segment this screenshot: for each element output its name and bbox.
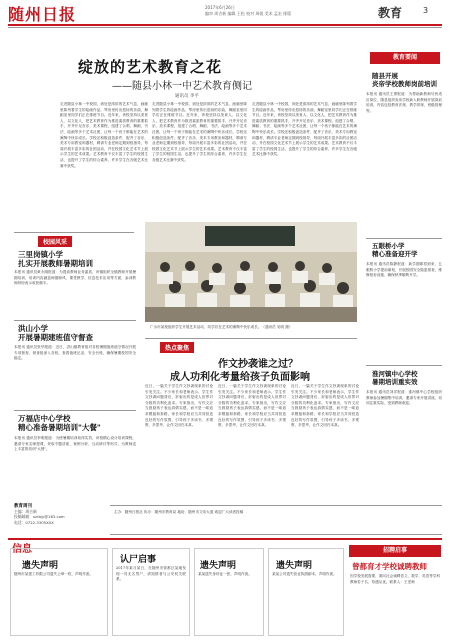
classroom-photo-image	[145, 222, 357, 322]
right-rule-2	[366, 365, 442, 366]
left-story2-title: 洪山小学 开展暑期建班值守督查	[18, 324, 93, 342]
section-title: 教育	[378, 6, 403, 20]
recruit-title: 曾都育才学校诚聘教师	[352, 562, 427, 571]
ad-1-title: 遗失声明	[22, 561, 59, 571]
editor-box-line1: 主编：周吉新	[14, 509, 37, 515]
lead-body-col3: 走进随县小林一中校园，到处是浓浓的艺术气息，画廊里陈列着学生的绘画作品，琴房里传出悠扬的乐曲，舞蹈室里同学们正在排练节目。近年来，该校坚持以美育人、以文化人，把艺术教育作为推进素质教育的重要抓手，开齐开足音乐、美术课程，组建了合唱、舞蹈、书法、绘画等多个艺术社团，让每一个孩子都能在艺术的熏陶中快乐成长。学校还积极创造条件，配齐了音乐、美术专用教室和器材，聘请专业老师定期到校指导，每周开展丰富多彩的社团活动，并在校园文化艺术节上展示学生的艺术成果。艺术教育不仅丰富了学生的校园生活，也提升了学生的综合素养，许多学生在各级艺术比赛中获奖。	[252, 102, 357, 157]
lead-body-col1: 走进随县小林一中校园，到处是浓浓的艺术气息，画廊里陈列着学生的绘画作品，琴房里传出悠扬的乐曲，舞蹈室里同学们正在排练节目。近年来，该校坚持以美育人、以文化人，把艺术教育作为推进素质教育的重要抓手，开齐开足音乐、美术课程，组建了合唱、舞蹈、书法、绘画等多个艺术社团，让每一个孩子都能在艺术的熏陶中快乐成长。学校还积极创造条件，配齐了音乐、美术专用教室和器材，聘请专业老师定期到校指导，每周开展丰富多彩的社团活动，并在校园文化艺术节上展示学生的艺术成果。艺术教育不仅丰富了学生的校园生活，也提升了学生的综合素养，许多学生在各级艺术比赛中获奖。	[60, 102, 148, 168]
header-editors: 编审 周吉新 编辑 王松 校对 周媛 美术 孟宏 排版	[205, 11, 292, 16]
editor-box-line3: 电话：0722-3305XXX	[14, 519, 54, 525]
ad-4-title: 遗失声明	[276, 561, 313, 571]
left-story1-title: 三里岗镇小学 扎实开展教师暑期培训	[18, 250, 93, 268]
lead-body-col2: 走进随县小林一中校园，到处是浓浓的艺术气息，画廊里陈列着学生的绘画作品，琴房里传出悠扬的乐曲，舞蹈室里同学们正在排练节目。近年来，该校坚持以美育人、以文化人，把艺术教育作为推进素质教育的重要抓手，开齐开足音乐、美术课程，组建了合唱、舞蹈、书法、绘画等多个艺术社团，让每一个孩子都能在艺术的熏陶中快乐成长。学校还积极创造条件，配齐了音乐、美术专用教室和器材，聘请专业老师定期到校指导，每周开展丰富多彩的社团活动，并在校园文化艺术节上展示学生的艺术成果。艺术教育不仅丰富了学生的校园生活，也提升了学生的综合素养，许多学生在各级艺术比赛中获奖。	[152, 102, 247, 162]
info-strip-text: 主办：随州日报社 协办：随州市教育局 地址：随州市文帝大道 欢迎广大读者投稿	[114, 510, 244, 514]
ad-2-title: 认尸启事	[120, 555, 157, 565]
newspaper-logo: 随州日报	[8, 4, 77, 24]
left-section-tag: 校园风采	[38, 236, 72, 247]
classroom-photo	[145, 222, 357, 322]
right-story2-title: 五眼桥小学 精心准备迎开学	[372, 242, 418, 258]
ad-4-body: 某某公司遗失营业执照副本，声明作废。	[272, 572, 337, 576]
ad-3-title: 遗失声明	[200, 561, 237, 571]
recruit-tag: 招聘启事	[349, 545, 441, 557]
right-rule-1	[366, 238, 442, 239]
hot-body-col2: 近日，一篇关于学生作文抄袭现象的讨论引发关注。不少家长和老师表示，学生作文抄袭问题背后，折射出的是成人世界对分数的功利化追求。专家指出，写作文应当鼓励孩子表达真情实感，而不是一味追求模板和套路，家长和学校应当共同营造良好的写作氛围，引导孩子多读书、多观察、多思考，让作文回归本真。	[218, 384, 286, 428]
hot-headline: 作文抄袭谁之过？	[218, 359, 298, 370]
lead-subhead: ——随县小林一中艺术教育侧记	[112, 81, 252, 92]
masthead	[8, 4, 76, 22]
editor-box-line2: 投稿邮箱：szrbjy@163.com	[14, 514, 65, 520]
left-story2-body: 本报讯 通讯员张华报道：近日，洪山镇教育组对各校暑期值班值守情况开展专项督查，督查组深入各校，查看值班记录、安全台账，确保暑期校园安全稳定。	[14, 345, 136, 361]
right-section-tag: 教育要闻	[370, 52, 440, 64]
right-story3-title: 淮河镇中心学校 暑期培训重实效	[372, 370, 418, 386]
right-story1-title: 随县开展 炎帝学校教师岗前培训	[372, 72, 437, 88]
hot-section-tag: 热点聚焦	[160, 342, 194, 353]
ad-2-body: 2017年某月某日，在随州市曾都区某地发现一具无名男尸，请知情者与公安机关联系。	[116, 566, 186, 582]
right-story2-body: 本报讯 通讯员陈静报道：新学期即将到来，五眼桥小学提前谋划，开展校园安全隐患排查，维修校舍设施，确保秋季顺利开学。	[366, 262, 442, 278]
header-meta	[205, 5, 345, 17]
page-number: 3	[423, 6, 429, 15]
lead-byline: 通讯员 李平	[175, 94, 199, 99]
ad-1-body: 随州市某建工有限公司遗失公章一枚，声明作废。	[14, 572, 94, 576]
left-rule-3	[14, 410, 136, 411]
left-story3-body: 本报讯 通讯员李明报道：为使暑期培训取得实效，该校精心设计培训课程，邀请专家名师授课，采取专题讲座、案例分析、互动研讨等形式，为教师送上丰富的培训"大餐"。	[14, 436, 136, 452]
editor-box	[14, 504, 96, 534]
lead-headline: 绽放的艺术教育之花	[78, 58, 223, 76]
left-rule-1	[14, 232, 134, 233]
photo-caption: 广水市某校组织学生开展艺术活动，同学们在艺术的熏陶中快乐成长。（通讯员 吴明 摄）	[150, 325, 293, 329]
editor-box-title: 教育周刊	[14, 504, 32, 509]
right-story3-body: 本报讯 通讯员刘洋报道：淮河镇中心学校组织教师参加暑期集中培训，邀请专家开展讲座，培训注重实际，受到教师欢迎。	[366, 390, 442, 406]
right-story1-body: 本报讯 通讯员王勇报道：为帮助新教师尽快适应岗位，随县组织炎帝学校新入职教师开展岗前培训，内容包括教育法规、教学常规、班级管理等。	[366, 92, 442, 113]
hot-body-col1: 近日，一篇关于学生作文抄袭现象的讨论引发关注。不少家长和老师表示，学生作文抄袭问题背后，折射出的是成人世界对分数的功利化追求。专家指出，写作文应当鼓励孩子表达真情实感，而不是一味追求模板和套路，家长和学校应当共同营造良好的写作氛围，引导孩子多读书、多观察、多思考，让作文回归本真。	[145, 384, 213, 428]
info-label: 信息	[12, 544, 32, 555]
hot-body-col3: 近日，一篇关于学生作文抄袭现象的讨论引发关注。不少家长和老师表示，学生作文抄袭问题背后，折射出的是成人世界对分数的功利化追求。专家指出，写作文应当鼓励孩子表达真情实感，而不是一味追求模板和套路，家长和学校应当共同营造良好的写作氛围，引导孩子多读书、多观察、多思考，让作文回归本真。	[291, 384, 359, 428]
ad-3-body: 某某遗失身份证一张，声明作废。	[198, 572, 252, 576]
header-rule-thin	[8, 27, 442, 28]
header-date: 2017年6月26日	[205, 5, 235, 10]
left-rule-2	[14, 320, 136, 321]
header-rule	[8, 24, 442, 26]
left-story1-body: 本报讯 通讯员黄永刚报道：为提高教师业务素质，该镇组织全镇教师开展暑期培训，培训内容涵盖师德师风、课堂教学、信息技术应用等方面，参训教师纷纷表示收获颇丰。	[14, 270, 136, 286]
info-strip	[110, 505, 442, 535]
recruit-body: 因学校发展需要，面向社会诚聘语文、数学、英语等学科教师若干名，待遇从优。联系人：王老师	[350, 574, 440, 584]
hot-rule	[145, 338, 357, 339]
left-story3-title: 万福店中心学校 精心准备暑期培训"大餐"	[18, 414, 101, 432]
hot-subhead: 成人功利化考量给孩子负面影响	[170, 372, 310, 383]
